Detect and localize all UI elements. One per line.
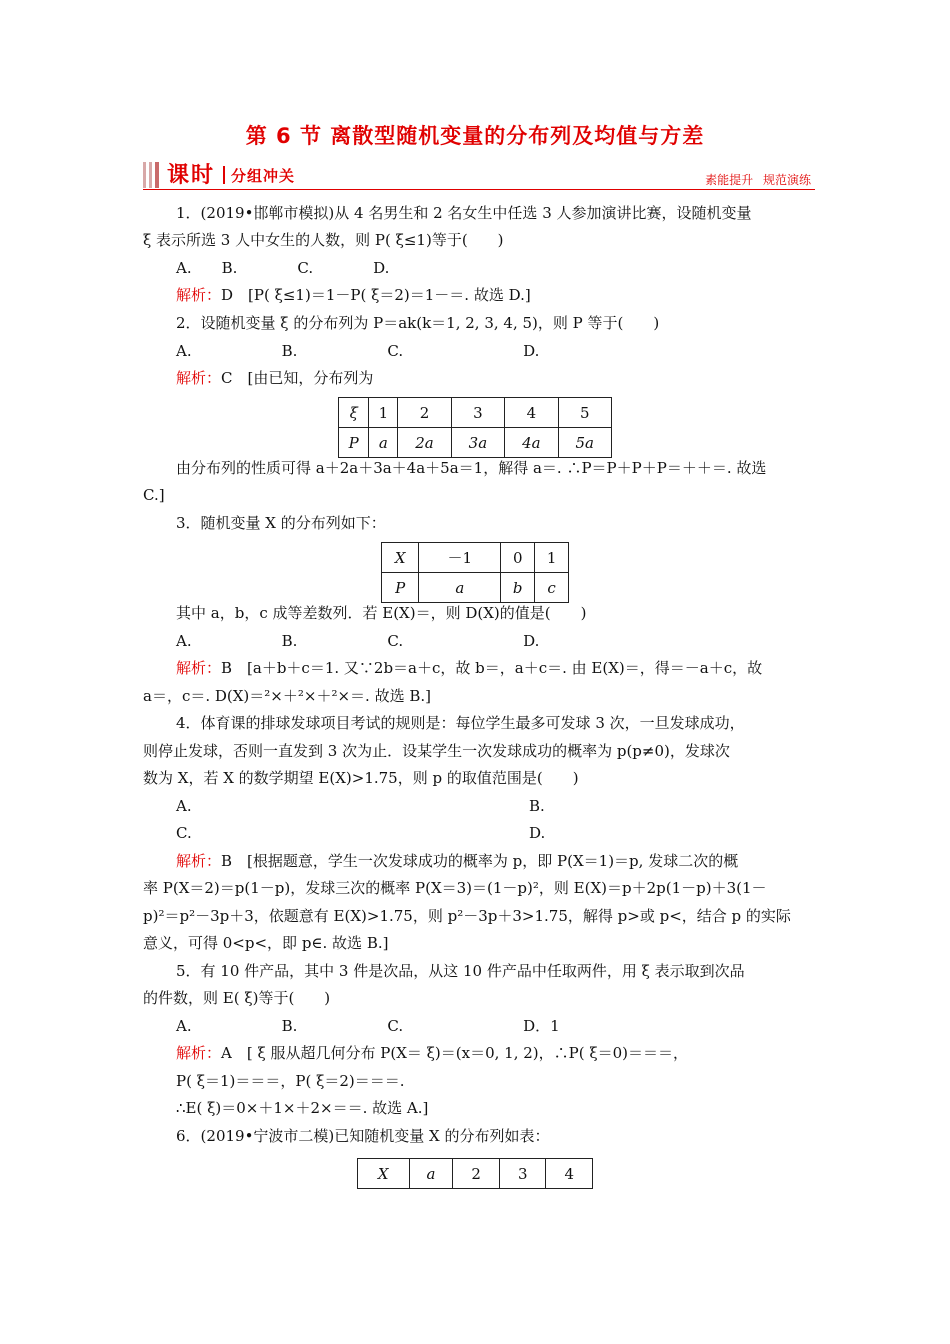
page-title: 第 6 节 离散型随机变量的分布列及均值与方差 xyxy=(245,124,705,148)
table-cell: c xyxy=(535,573,569,603)
q1-solution-text: D [P( ξ≤1)＝1－P( ξ＝2)＝1－＝. 故选 D.] xyxy=(221,286,531,304)
q5-solution xyxy=(176,1043,688,1063)
solution-label: 解析： xyxy=(176,1044,222,1062)
table-cell: a xyxy=(409,1159,453,1189)
section-banner xyxy=(143,162,815,190)
table-cell: P xyxy=(382,573,419,603)
q4-solution-cont-1: 率 P(X＝2)＝p(1－p)，发球三次的概率 P(X＝3)＝(1－p)²，则 E(X)＝p＋2p(1－p)＋3(1－ xyxy=(143,879,767,897)
q1-line-2: ξ 表示所选 3 人中女生的人数，则 P( ξ≤1)等于( ) xyxy=(143,231,504,249)
q5-solution-text: A [ ξ 服从超几何分布 P(X＝ ξ)＝(x＝0, 1, 2)，∴P( ξ＝0)＝＝＝， xyxy=(221,1044,689,1062)
table-cell: b xyxy=(501,573,535,603)
q2-solution-cont: 由分布列的性质可得 a＋2a＋3a＋4a＋5a＝1，解得 a＝. ∴P＝P＋P＋P＝＋＋＝. 故选 xyxy=(176,459,767,477)
solution-label: 解析： xyxy=(176,286,222,304)
banner-underline xyxy=(143,189,815,190)
q4-line-2: 则停止发球，否则一直发到 3 次为止．设某学生一次发球成功的概率为 p(p≠0)，发球次 xyxy=(143,742,730,760)
table-row xyxy=(382,573,569,603)
q6-line-1: 6．(2019•宁波市二模)已知随机变量 X 的分布列如表： xyxy=(176,1127,550,1145)
q2-solution-end: C.] xyxy=(143,486,165,504)
banner-stripe xyxy=(143,162,146,188)
table-cell: 5 xyxy=(558,398,611,428)
table-cell: X xyxy=(382,543,419,573)
q5-line-2: 的件数，则 E( ξ)等于( ) xyxy=(143,989,331,1007)
q2-solution-text: C [由已知，分布列为 xyxy=(221,369,374,387)
q3-line-1: 3．随机变量 X 的分布列如下： xyxy=(176,514,386,532)
q3-distribution-table xyxy=(381,542,569,603)
q2-line-1: 2．设随机变量 ξ 的分布列为 P＝ak(k＝1, 2, 3, 4, 5)，则 P 等于( ) xyxy=(176,314,660,332)
q6-distribution-table xyxy=(357,1158,593,1189)
q5-solution-cont-1: P( ξ＝1)＝＝＝，P( ξ＝2)＝＝＝. xyxy=(176,1072,405,1090)
q4-solution xyxy=(176,851,738,871)
q3-solution-text: B [a＋b＋c＝1. 又∵2b＝a＋c，故 b＝，a＋c＝. 由 E(X)＝，得＝－a＋c，故 xyxy=(221,659,763,677)
table-cell: 4 xyxy=(546,1159,593,1189)
q4-solution-cont-2: p)²＝p²－3p＋3，依题意有 E(X)>1.75，则 p²－3p＋3>1.75，解得 p>或 p<，结合 p 的实际 xyxy=(143,907,791,925)
q2-distribution-table xyxy=(338,397,612,458)
q1-line-1: 1．(2019•邯郸市模拟)从 4 名男生和 2 名女生中任选 3 人参加演讲比赛，设随机变量 xyxy=(176,204,752,222)
q5-options: A. B. C. D．1 xyxy=(176,1017,560,1035)
table-cell: 5a xyxy=(558,428,611,458)
q4-line-3: 数为 X，若 X 的数学期望 E(X)>1.75，则 p 的取值范围是( ) xyxy=(143,769,579,787)
q5-solution-cont-2: ∴E( ξ)＝0×＋1×＋2×＝＝. 故选 A.] xyxy=(176,1099,429,1117)
table-cell: 3 xyxy=(451,398,504,428)
banner-stripe xyxy=(149,162,152,188)
q1-options: A. B. C. D. xyxy=(176,259,390,277)
q4-line-1: 4．体育课的排球发球项目考试的规则是：每位学生最多可发球 3 次，一旦发球成功， xyxy=(176,714,745,732)
table-cell: －1 xyxy=(419,543,501,573)
table-cell: 1 xyxy=(369,398,398,428)
table-row xyxy=(382,543,569,573)
table-cell: 3a xyxy=(451,428,504,458)
table-cell: 2 xyxy=(453,1159,500,1189)
table-cell: 2a xyxy=(398,428,451,458)
q4-option-a: A. xyxy=(176,797,192,815)
solution-label: 解析： xyxy=(176,369,222,387)
table-cell: 4 xyxy=(505,398,558,428)
table-row xyxy=(339,398,612,428)
q4-option-d: D. xyxy=(529,824,546,842)
q2-options: A. B. C. D. xyxy=(176,342,540,360)
table-cell: 1 xyxy=(535,543,569,573)
q1-solution xyxy=(176,285,531,305)
banner-fenzu: 分组冲关 xyxy=(231,167,296,185)
table-cell: 0 xyxy=(501,543,535,573)
banner-right-caption: 素能提升 规范演练 xyxy=(705,173,811,187)
q3-solution-cont: a＝，c＝. D(X)＝²×＋²×＋²×＝. 故选 B.] xyxy=(143,687,431,705)
q3-solution xyxy=(176,658,762,678)
solution-label: 解析： xyxy=(176,852,222,870)
table-cell: a xyxy=(369,428,398,458)
banner-separator xyxy=(223,166,225,184)
table-row xyxy=(358,1159,593,1189)
table-cell: 3 xyxy=(499,1159,546,1189)
q4-solution-text: B [根据题意，学生一次发球成功的概率为 p，即 P(X＝1)＝p, 发球二次的概 xyxy=(221,852,739,870)
table-cell: P xyxy=(339,428,369,458)
table-cell: 4a xyxy=(505,428,558,458)
banner-keshi: 课时 xyxy=(167,163,216,188)
table-cell: a xyxy=(419,573,501,603)
q4-option-c: C. xyxy=(176,824,192,842)
table-cell: ξ xyxy=(339,398,369,428)
table-cell: 2 xyxy=(398,398,451,428)
table-cell: X xyxy=(358,1159,410,1189)
q5-line-1: 5．有 10 件产品，其中 3 件是次品，从这 10 件产品中任取两件，用 ξ 表示取到次品 xyxy=(176,962,745,980)
q4-solution-cont-3: 意义，可得 0<p<，即 p∈. 故选 B.] xyxy=(143,934,389,952)
q4-option-b: B. xyxy=(529,797,545,815)
q2-solution xyxy=(176,368,373,388)
q3-options: A. B. C. D. xyxy=(176,632,540,650)
q3-line-2: 其中 a，b，c 成等差数列．若 E(X)＝，则 D(X)的值是( ) xyxy=(176,604,587,622)
table-row xyxy=(339,428,612,458)
solution-label: 解析： xyxy=(176,659,222,677)
banner-stripe xyxy=(155,162,159,188)
